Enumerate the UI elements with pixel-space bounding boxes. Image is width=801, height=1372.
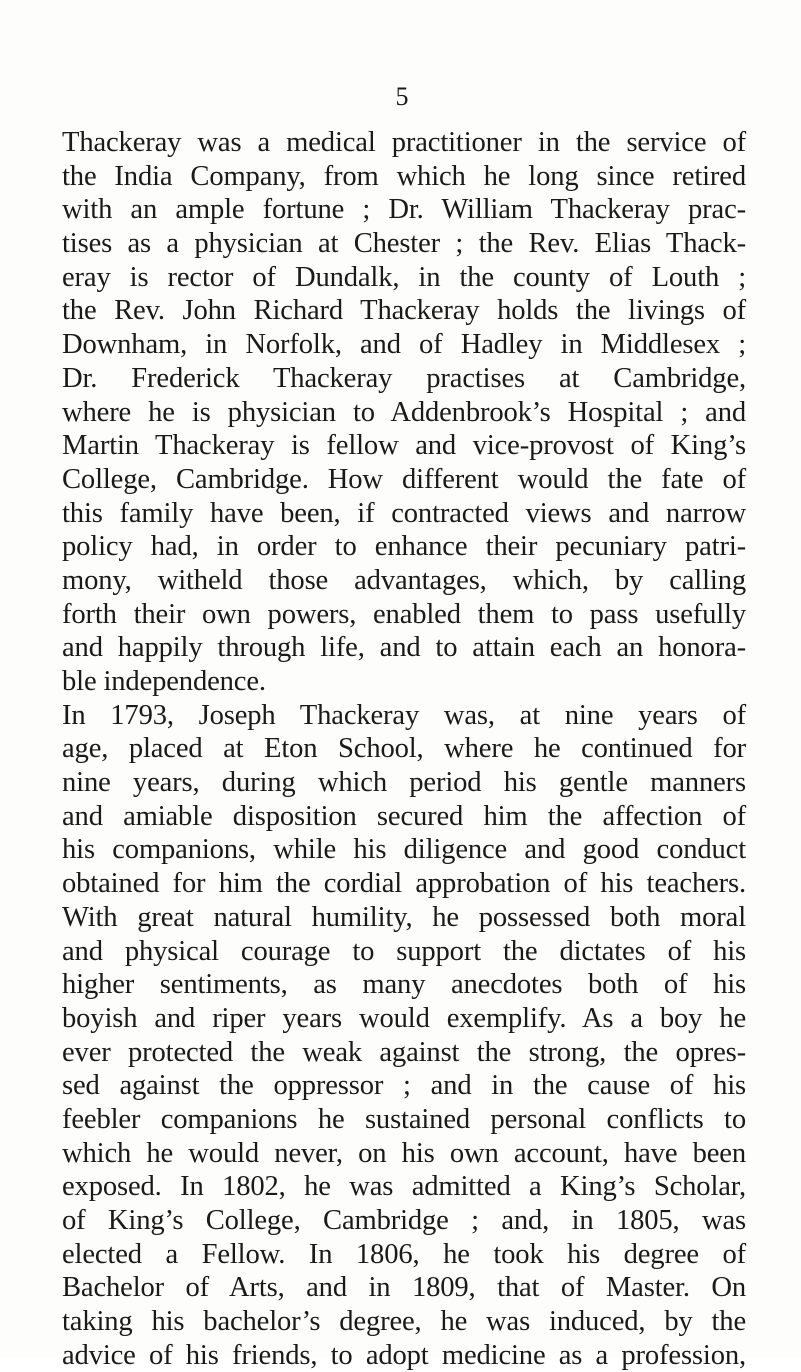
paragraph-start-line: In 1793, Joseph Thackeray was, at nine years of <box>62 699 746 731</box>
text-line: Bachelor of Arts, and in 1809, that of Master. On <box>62 1272 746 1304</box>
body-text <box>62 126 746 1372</box>
text-line: Dr. Frederick Thackeray practises at Cambridge, <box>62 362 746 394</box>
text-line: his companions, while his diligence and good conduct <box>62 834 746 866</box>
text-line: mony, witheld those advantages, which, by calling <box>62 564 746 596</box>
text-line: age, placed at Eton School, where he continued for <box>62 733 746 765</box>
text-line: With great natural humility, he possessed both moral <box>62 901 746 933</box>
text-line: elected a Fellow. In 1806, he took his degree of <box>62 1238 746 1270</box>
text-line: Downham, in Norfolk, and of Hadley in Middlesex ; <box>62 329 746 361</box>
text-line: and physical courage to support the dictates of his <box>62 935 746 967</box>
text-line: and happily through life, and to attain each an honora- <box>62 632 746 664</box>
text-line: tises as a physician at Chester ; the Rev. Elias Thack- <box>62 228 746 260</box>
text-line: boyish and riper years would exemplify. As a boy he <box>62 1002 746 1034</box>
text-line: the Rev. John Richard Thackeray holds the livings of <box>62 295 746 327</box>
text-line: this family have been, if contracted views and narrow <box>62 497 746 529</box>
text-line: where he is physician to Addenbrook’s Hospital ; and <box>62 396 746 428</box>
text-line: higher sentiments, as many anecdotes both of his <box>62 969 746 1001</box>
text-line: Thackeray was a medical practitioner in the service of <box>62 127 746 158</box>
text-line: the India Company, from which he long since retired <box>62 160 746 192</box>
text-line: forth their own powers, enabled them to pass usefully <box>62 598 746 630</box>
text-line: College, Cambridge. How different would the fate of <box>62 463 746 495</box>
text-line: exposed. In 1802, he was admitted a King’s Scholar, <box>62 1171 746 1203</box>
paragraph-end-line: ble independence. <box>62 666 266 697</box>
text-line: obtained for him the cordial approbation of his teachers. <box>62 868 746 900</box>
text-line: which he would never, on his own account, have been <box>62 1137 746 1169</box>
page-number: 5 <box>395 82 409 111</box>
text-line: of King’s College, Cambridge ; and, in 1805, was <box>62 1205 746 1236</box>
text-line: taking his bachelor’s degree, he was induced, by the <box>62 1306 746 1338</box>
text-line: advice of his friends, to adopt medicine as a profession, <box>62 1339 746 1371</box>
text-line: policy had, in order to enhance their pecuniary patri- <box>62 531 746 563</box>
text-line: with an ample fortune ; Dr. William Thackeray prac- <box>62 194 746 226</box>
text-line: sed against the oppressor ; and in the cause of his <box>62 1070 746 1102</box>
text-line: feebler companions he sustained personal conflicts to <box>62 1103 746 1135</box>
text-line: Martin Thackeray is fellow and vice-provost of King’s <box>62 430 746 462</box>
text-line: and amiable disposition secured him the affection of <box>62 800 746 832</box>
text-line: nine years, during which period his gentle manners <box>62 767 746 799</box>
text-line: ever protected the weak against the strong, the opres- <box>62 1036 746 1068</box>
text-line: eray is rector of Dundalk, in the county of Louth ; <box>62 261 746 293</box>
